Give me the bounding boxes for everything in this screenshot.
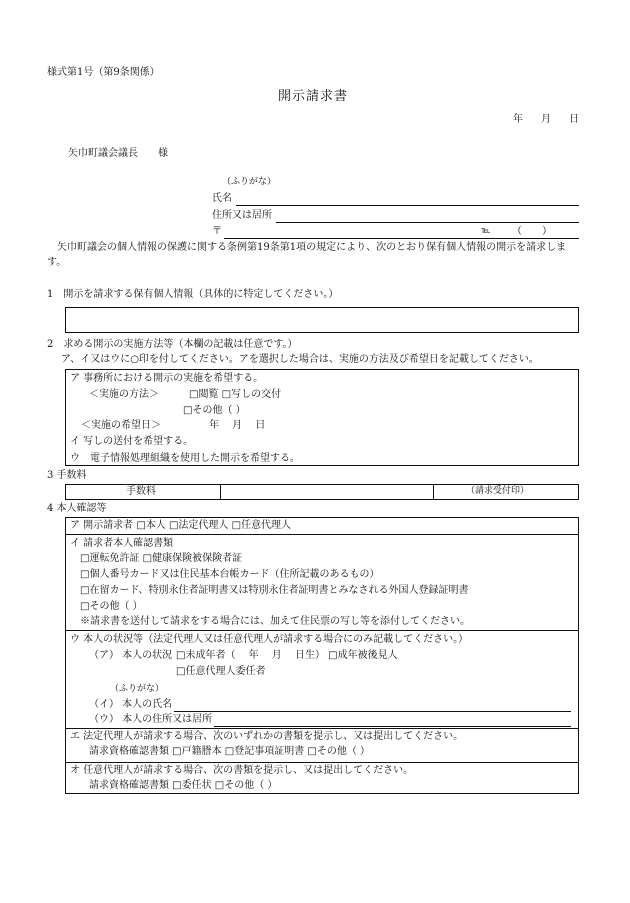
date-year: 年 bbox=[513, 114, 523, 125]
applicant-address-label: 住所又は居所 bbox=[212, 210, 272, 221]
principal-status-options[interactable]: □未成年者（ 年 月 日生） □成年被後見人 bbox=[176, 650, 398, 661]
id-doc-option[interactable]: □運転免許証 □健康保険被保険者証 bbox=[80, 553, 243, 564]
id-doc-option[interactable]: □在留カード、特別永住者証明書又は特別永住者証明書とみなされる外国人登録証明書 bbox=[80, 585, 469, 596]
voluntary-rep-title: オ 任意代理人が請求する場合、次の書類を提示し、又は提出してください。 bbox=[70, 765, 414, 776]
id-doc-option[interactable]: □個人番号カード又は住民基本台帳カード（住所記載のあるもの） bbox=[80, 569, 380, 580]
applicant-name-field[interactable] bbox=[236, 205, 579, 206]
legal-rep-title: エ 法定代理人が請求する場合、次のいずれかの書類を提示し、又は提出してください。 bbox=[70, 731, 464, 742]
tel-label: ℡ bbox=[481, 226, 491, 236]
option-a[interactable]: ア 事務所における開示の実施を希望する。 bbox=[70, 373, 264, 384]
applicant-address-field[interactable] bbox=[276, 222, 579, 223]
applicant-name-label: 氏名 bbox=[212, 193, 232, 204]
addressee: 矢巾町議会議長 様 bbox=[68, 148, 168, 159]
applicant-postal-tel-field[interactable] bbox=[224, 238, 579, 239]
section1-heading: 1 開示を請求する保有個人情報（具体的に特定してください。） bbox=[47, 289, 339, 300]
fee-label: 手数料 bbox=[126, 486, 156, 497]
legal-rep-docs[interactable]: 請求資格確認書類 □戸籍謄本 □登記事項証明書 □その他（ ） bbox=[89, 746, 371, 757]
method-options[interactable]: □閲覧 □写しの交付 bbox=[189, 389, 282, 400]
section2-heading: 2 求める開示の実施方法等（本欄の記載は任意です。） bbox=[47, 339, 298, 350]
principal-furigana: （ふりがな） bbox=[110, 684, 165, 694]
form-number: 様式第1号（第9条関係） bbox=[47, 67, 160, 78]
id-documents-title: イ 請求者本人確認書類 bbox=[70, 538, 174, 549]
stamp-label: （請求受付印） bbox=[466, 486, 530, 496]
principal-address-label: （ウ） 本人の住所又は居所 bbox=[89, 714, 213, 725]
option-c[interactable]: ウ 電子情報処理組織を使用した開示を希望する。 bbox=[70, 453, 300, 464]
option-b[interactable]: イ 写しの送付を希望する。 bbox=[70, 436, 194, 447]
method-label: ＜実施の方法＞ bbox=[89, 389, 159, 400]
requester-type[interactable]: ア 開示請求者 □本人 □法定代理人 □任意代理人 bbox=[70, 520, 292, 531]
page-title: 開示請求書 bbox=[278, 89, 349, 104]
date-day: 日 bbox=[569, 114, 579, 125]
date-month: 月 bbox=[541, 114, 551, 125]
tel-paren: （ ） bbox=[512, 226, 552, 237]
section4-heading: 4 本人確認等 bbox=[47, 503, 107, 514]
section2-note: ア、イ又はウに○印を付してください。アを選択した場合は、実施の方法及び希望日を記載してください。 bbox=[61, 354, 539, 365]
voluntary-rep-docs[interactable]: 請求資格確認書類 □委任状 □その他（ ） bbox=[89, 780, 278, 791]
id-doc-option[interactable]: □その他（ ） bbox=[80, 601, 143, 612]
principal-status-delegate[interactable]: □任意代理人委任者 bbox=[176, 666, 266, 677]
postal-mark: 〒 bbox=[212, 226, 222, 237]
requested-info-field[interactable] bbox=[65, 307, 579, 333]
principal-status-label: （ア） 本人の状況 bbox=[89, 650, 173, 661]
intro-text: 矢巾町議会の個人情報の保護に関する条例第19条第1項の規定により、次のとおり保有個人情報の開示を請求します。 bbox=[47, 242, 567, 268]
preferred-date-label: ＜実施の希望日＞ bbox=[81, 420, 161, 431]
principal-name-label: （イ） 本人の氏名 bbox=[89, 699, 173, 710]
preferred-date-value[interactable]: 年 月 日 bbox=[209, 420, 266, 431]
section3-heading: 3 手数料 bbox=[47, 470, 87, 481]
principal-name-field[interactable] bbox=[174, 711, 571, 712]
fee-amount-field[interactable] bbox=[222, 486, 430, 498]
method-other[interactable]: □その他（ ） bbox=[183, 405, 246, 416]
id-doc-note: ※請求書を送付して請求をする場合には、加えて住民票の写し等を添付してください。 bbox=[80, 616, 470, 627]
applicant-furigana: （ふりがな） bbox=[222, 177, 277, 187]
principal-status-title: ウ 本人の状況等（法定代理人又は任意代理人が請求する場合にのみ記載してください。） bbox=[70, 634, 469, 645]
principal-address-field[interactable] bbox=[214, 726, 571, 727]
